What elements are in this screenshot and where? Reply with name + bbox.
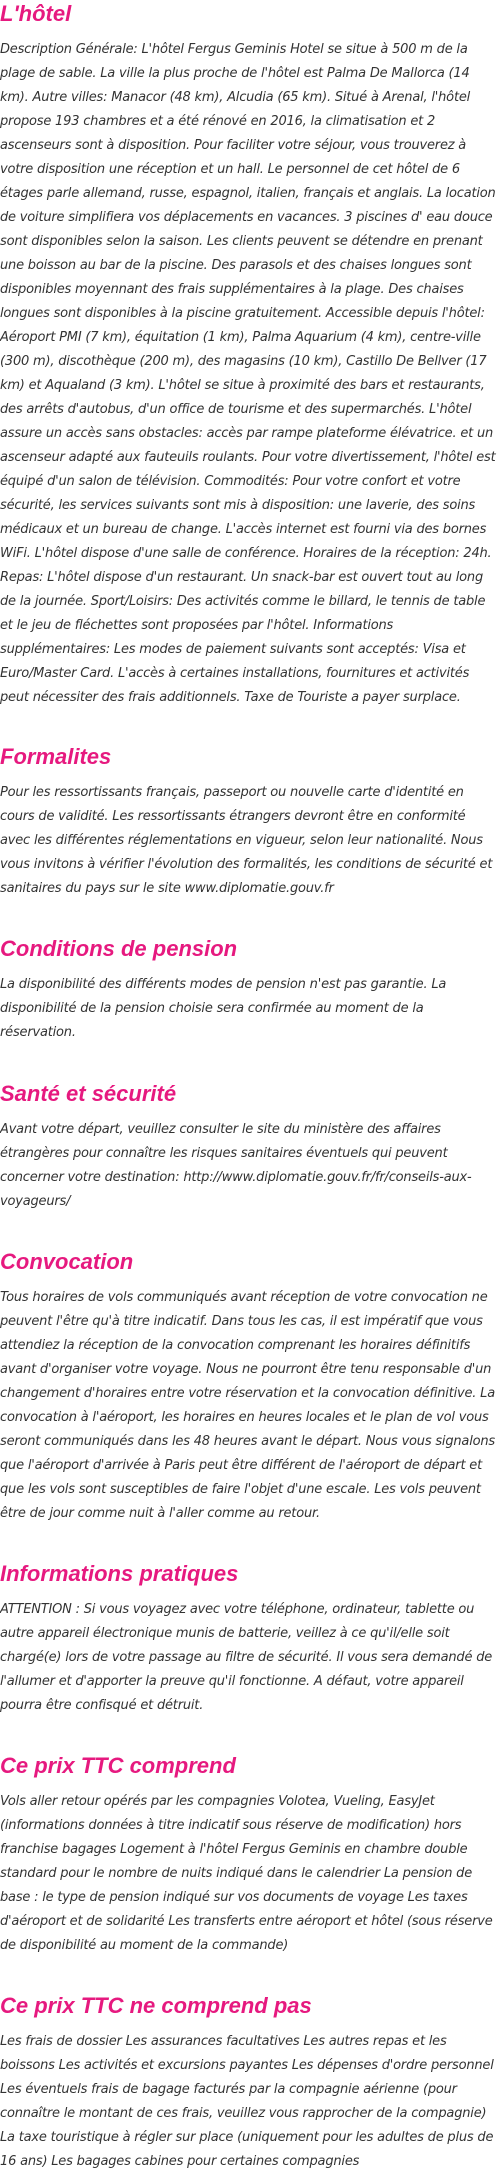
section-body-informations-pratiques: ATTENTION : Si vous voyagez avec votre téléphone, ordinateur, tablette ou autre appareil électronique munis de batterie, veillez à ce qu'il/elle soit chargé(e) lors de votre passage au filtre de sécurité. Il vous sera demandé de l'allumer et d'apporter la preuve qu'il fonctionne. A défaut, votre appareil pourra être confisqué et détruit.	[0, 1602, 493, 1713]
section-title-formalites: Formalites	[0, 744, 112, 769]
section-sante-securite	[0, 1080, 498, 1214]
section-body-prix-comprend: Vols aller retour opérés par les compagnies Volotea, Vueling, EasyJet (informations données à titre indicatif sous réserve de modification) hors franchise bagages Logement à l'hôtel Fergus Geminis en chambre double standard pour le nombre de nuits indiqué dans le calendrier La pension de base : le type de pension indiqué sur vos documents de voyage Les taxes d'aéroport et de solidarité Les transferts entre aéroport et hôtel (sous réserve de disponibilité au moment de la commande)	[0, 1794, 493, 1953]
section-title-conditions-pension: Conditions de pension	[0, 936, 238, 961]
section-prix-ne-comprend-pas	[0, 1992, 498, 2174]
section-title-convocation: Convocation	[0, 1249, 134, 1274]
section-title-prix-comprend: Ce prix TTC comprend	[0, 1753, 236, 1778]
section-title-sante-securite: Santé et sécurité	[0, 1081, 177, 1106]
section-body-sante-securite: Avant votre départ, veuillez consulter le site du ministère des affaires étrangères pour connaître les risques sanitaires éventuels qui peuvent concerner votre destination: http://www.diplomatie.gouv.fr/fr/conseils-aux-voyageurs/	[0, 1122, 472, 1209]
section-body-hotel: Description Générale: L'hôtel Fergus Geminis Hotel se situe à 500 m de la plage de sable. La ville la plus proche de l'hôtel est Palma De Mallorca (14 km). Autre villes: Manacor (48 km), Alcudia (65 km). Situé à Arenal, l'hôtel propose 193 chambres et a été rénové en 2016, la climatisation et 2 ascenseurs sont à disposition. Pour faciliter votre séjour, vous trouverez à votre disposition une réception et un hall. Le personnel de cet hôtel de 6 étages parle allemand, russe, espagnol, italien, français et anglais. La location de voiture simplifiera vos déplacements en vacances. 3 piscines d' eau douce sont disponibles selon la saison. Les clients peuvent se détendre en prenant une boisson au bar de la piscine. Des parasols et des chaises longues sont disponibles moyennant des frais supplémentaires à la plage. Des chaises longues sont disponibles à la piscine gratuitement. Accessible depuis l'hôtel: Aéroport PMI (7 km), équitation (1 km), Palma Aquarium (4 km), centre-ville (300 m), discothèque (200 m), des magasins (10 km), Castillo De Bellver (17 km) et Aqualand (3 km). L'hôtel se situe à proximité des bars et restaurants, des arrêts d'autobus, d'un office de tourisme et des supermarchés. L'hôtel assure un accès sans obstacles: accès par rampe plateforme élévatrice. et un ascenseur adapté aux fauteuils roulants. Pour votre divertissement, l'hôtel est équipé d'un salon de télévision. Commodités: Pour votre confort et votre sécurité, les services suivants sont mis à disposition: une laverie, des soins médicaux et un bureau de change. L'accès internet est fourni via des bornes WiFi. L'hôtel dispose d'une salle de conférence. Horaires de la réception: 24h. Repas: L'hôtel dispose d'un restaurant. Un snack-bar est ouvert tout au long de la journée. Sport/Loisirs: Des activités comme le billard, le tennis de table et le jeu de fléchettes sont proposées par l'hôtel. Informations supplémentaires: Les modes de paiement suivants sont acceptés: Visa et Euro/Master Card. L'accès à certaines installations, fournitures et activités peut nécessiter des frais additionnels. Taxe de Touriste a payer surplace.	[0, 42, 496, 705]
section-conditions-pension	[0, 935, 498, 1045]
section-title-hotel: L'hôtel	[0, 1, 72, 26]
section-informations-pratiques	[0, 1560, 498, 1718]
section-body-conditions-pension: La disponibilité des différents modes de pension n'est pas garantie. La disponibilité de la pension choisie sera confirmée au moment de la réservation.	[0, 977, 447, 1040]
section-body-convocation: Tous horaires de vols communiqués avant réception de votre convocation ne peuvent l'être qu'à titre indicatif. Dans tous les cas, il est impératif que vous attendiez la réception de la convocation comprenant les horaires définitifs avant d'organiser votre voyage. Nous ne pourront être tenu responsable d'un changement d'horaires entre votre réservation et la convocation définitive. La convocation à l'aéroport, les horaires en heures locales et le plan de vol vous seront communiqués dans les 48 heures avant le départ. Nous vous signalons que l'aéroport d'arrivée à Paris peut être différent de l'aéroport de départ et que les vols sont susceptibles de faire l'objet d'une escale. Les vols peuvent être de jour comme nuit à l'aller comme au retour.	[0, 1290, 495, 1521]
section-body-formalites: Pour les ressortissants français, passeport ou nouvelle carte d'identité en cours de validité. Les ressortissants étrangers devront être en conformité avec les différentes réglementations en vigueur, selon leur nationalité. Nous vous invitons à vérifier l'évolution des formalités, les conditions de sécurité et sanitaires du pays sur le site www.diplomatie.gouv.fr	[0, 785, 493, 896]
section-prix-comprend	[0, 1752, 498, 1958]
section-hotel	[0, 0, 498, 710]
section-title-prix-ne-comprend-pas: Ce prix TTC ne comprend pas	[0, 1993, 312, 2018]
section-title-informations-pratiques: Informations pratiques	[0, 1561, 239, 1586]
section-convocation	[0, 1248, 498, 1526]
section-body-prix-ne-comprend-pas: Les frais de dossier Les assurances facultatives Les autres repas et les boissons Les activités et excursions payantes Les dépenses d'ordre personnel Les éventuels frais de bagage facturés par la compagnie aérienne (pour connaître le montant de ces frais, veuillez vous rapprocher de la compagnie) La taxe touristique à régler sur place (uniquement pour les adultes de plus de 16 ans) Les bagages cabines pour certaines compagnies	[0, 2034, 494, 2169]
section-formalites	[0, 743, 498, 901]
